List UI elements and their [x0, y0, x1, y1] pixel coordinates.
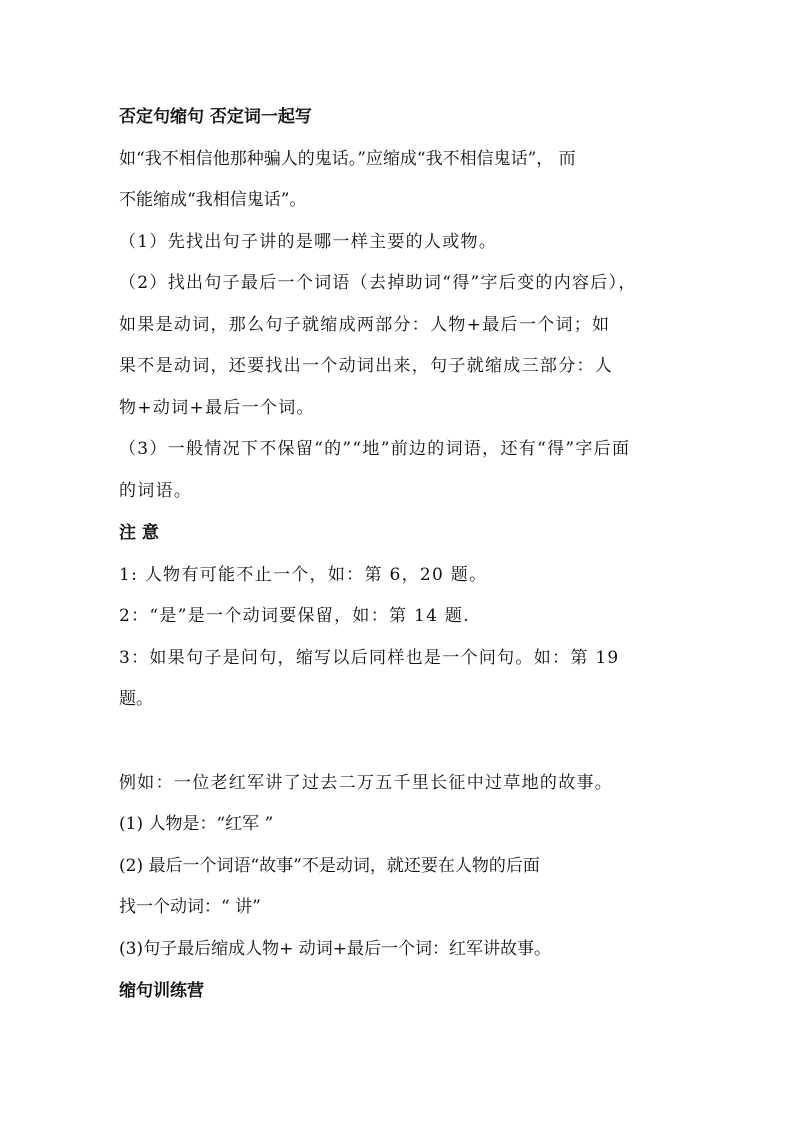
- example-line-1: 例如：一位老红军讲了过去二万五千里长征中过草地的故事。: [119, 773, 614, 793]
- step-line-3: 如果是动词，那么句子就缩成两部分：人物+最后一个词；如: [119, 315, 611, 335]
- practice-heading: 缩句训练营: [119, 981, 204, 1001]
- note-line-2: 2：“是”是一个动词要保留，如：第 14 题.: [119, 606, 470, 626]
- example-line-4: 找一个动词：“ 讲”: [119, 897, 261, 917]
- heading-negation: 否定句缩句 否定词一起写: [119, 107, 312, 127]
- intro-line-1: 如“我不相信他那种骗人的鬼话。”应缩成“我不相信鬼话”， 而: [119, 149, 576, 169]
- step-line-7: 的词语。: [119, 481, 193, 501]
- example-line-5: (3)句子最后缩成人物+ 动词+最后一个词：红军讲故事。: [119, 939, 551, 959]
- step-line-4: 果不是动词，还要找出一个动词出来，句子就缩成三部分：人: [119, 356, 614, 376]
- step-line-5: 物+动词+最后一个词。: [119, 398, 315, 418]
- note-heading: 注 意: [119, 523, 159, 543]
- step-line-2: （2）找出句子最后一个词语（去掉助词“得”字后变的内容后），: [119, 273, 637, 293]
- step-line-1: （1）先找出句子讲的是哪一样主要的人或物。: [119, 232, 498, 252]
- intro-line-2: 不能缩成“我相信鬼话”。: [119, 190, 307, 210]
- note-line-1: 1: 人物有可能不止一个，如：第 6，20 题。: [119, 565, 488, 585]
- example-line-3: (2) 最后一个词语“故事”不是动词，就还要在人物的后面: [119, 856, 540, 876]
- note-line-4: 题。: [119, 689, 153, 709]
- step-line-6: （3）一般情况下不保留“的”“地”前边的词语，还有“得”字后面: [119, 439, 631, 459]
- note-line-3: 3：如果句子是问句，缩写以后同样也是一个问句。如：第 19: [119, 648, 620, 668]
- example-line-2: (1) 人物是：“红军 ”: [119, 814, 274, 834]
